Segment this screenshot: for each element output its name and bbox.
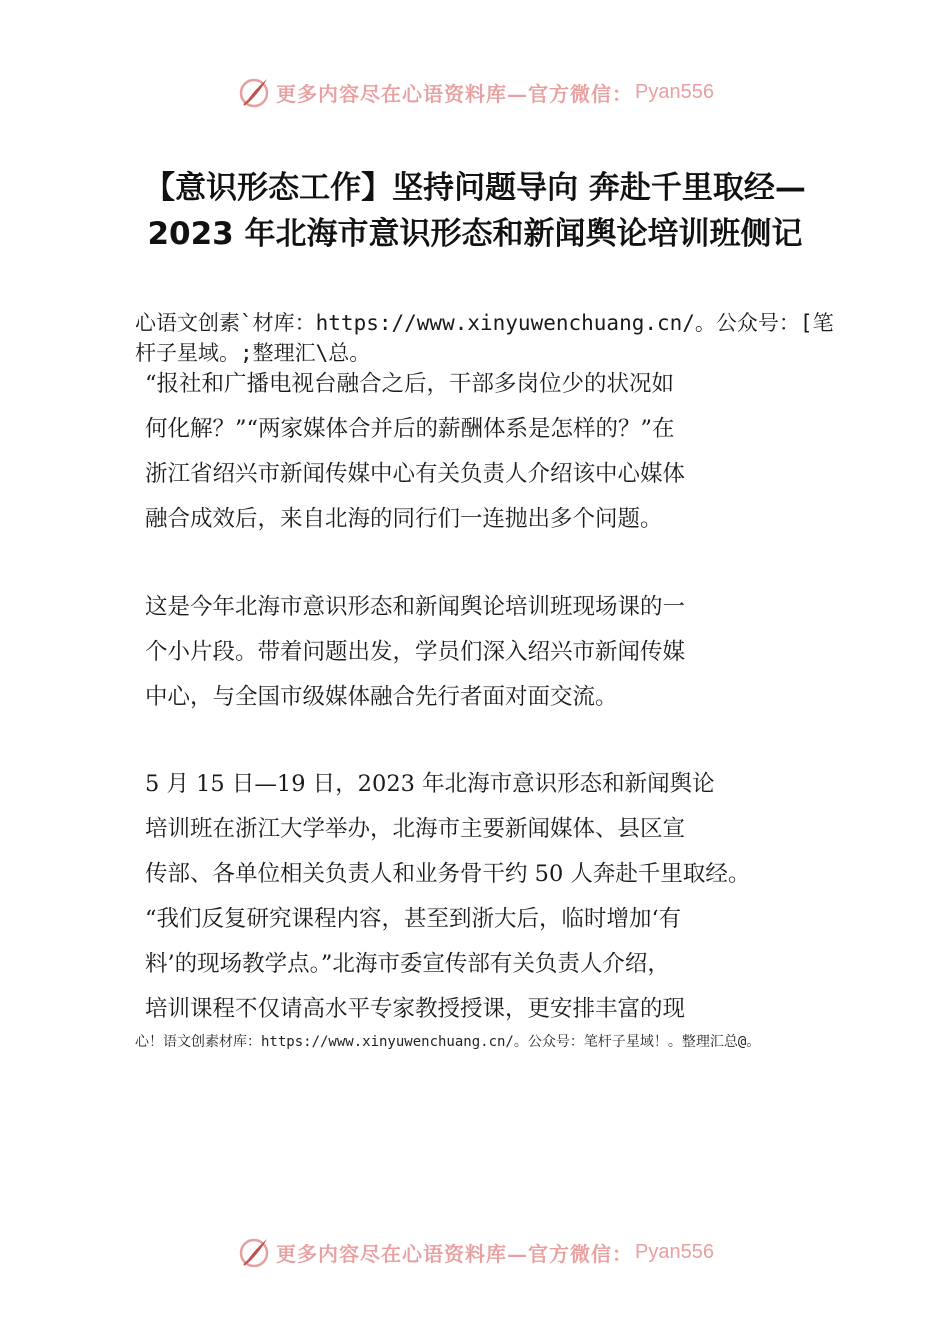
document-title: 【意识形态工作】坚持问题导向 奔赴千里取经—2023 年北海市意识形态和新闻舆论培训班侧记 <box>144 170 806 252</box>
header-banner <box>0 72 950 112</box>
paragraph-1 <box>145 362 845 542</box>
paragraph-line: 培训班在浙江大学举办，北海市主要新闻媒体、县区宣 <box>145 816 686 842</box>
footer-banner <box>0 1232 950 1272</box>
banner-wechat-handle: Pyan556 <box>635 1240 714 1263</box>
footer-note: 心！语文创素材库：https://www.xinyuwenchuang.cn/。公众号：笔杆子星域！。整理汇总@。 <box>135 1034 761 1050</box>
banner-wechat-handle: Pyan556 <box>635 80 714 103</box>
paragraph-line: 培训课程不仅请高水平专家教授授课，更安排丰富的现 <box>145 996 686 1022</box>
quill-logo-icon <box>236 74 272 110</box>
paragraph-line: 个小片段。带着问题出发，学员们深入绍兴市新闻传媒 <box>145 639 686 665</box>
paragraph-2 <box>145 585 845 720</box>
paragraph-line: 传部、各单位相关负责人和业务骨干约 50 人奔赴千里取经。 <box>145 861 751 887</box>
source-note: 心语文创素`材库：https://www.xinyuwenchuang.cn/。公众号：[笔杆子星域。;整理汇\总。 <box>135 311 834 365</box>
banner-text: 更多内容尽在心语资料库—官方微信： <box>276 1241 634 1266</box>
paragraph-line: 这是今年北海市意识形态和新闻舆论培训班现场课的一 <box>145 594 686 620</box>
paragraph-line: 5 月 15 日—19 日，2023 年北海市意识形态和新闻舆论 <box>145 771 715 797</box>
banner-text: 更多内容尽在心语资料库—官方微信： <box>276 81 634 106</box>
paragraph-line: 料’的现场教学点。”北海市委宣传部有关负责人介绍， <box>145 951 670 977</box>
paragraph-line: “我们反复研究课程内容，甚至到浙大后，临时增加‘有 <box>145 906 682 932</box>
paragraph-3 <box>145 762 845 1032</box>
paragraph-line: “报社和广播电视台融合之后，干部多岗位少的状况如 <box>145 371 675 397</box>
paragraph-line: 中心，与全国市级媒体融合先行者面对面交流。 <box>145 684 618 710</box>
paragraph-line: 融合成效后，来自北海的同行们一连抛出多个问题。 <box>145 506 663 532</box>
paragraph-line: 何化解？”“两家媒体合并后的薪酬体系是怎样的？”在 <box>145 416 675 442</box>
quill-logo-icon <box>236 1234 272 1270</box>
paragraph-line: 浙江省绍兴市新闻传媒中心有关负责人介绍该中心媒体 <box>145 461 686 487</box>
